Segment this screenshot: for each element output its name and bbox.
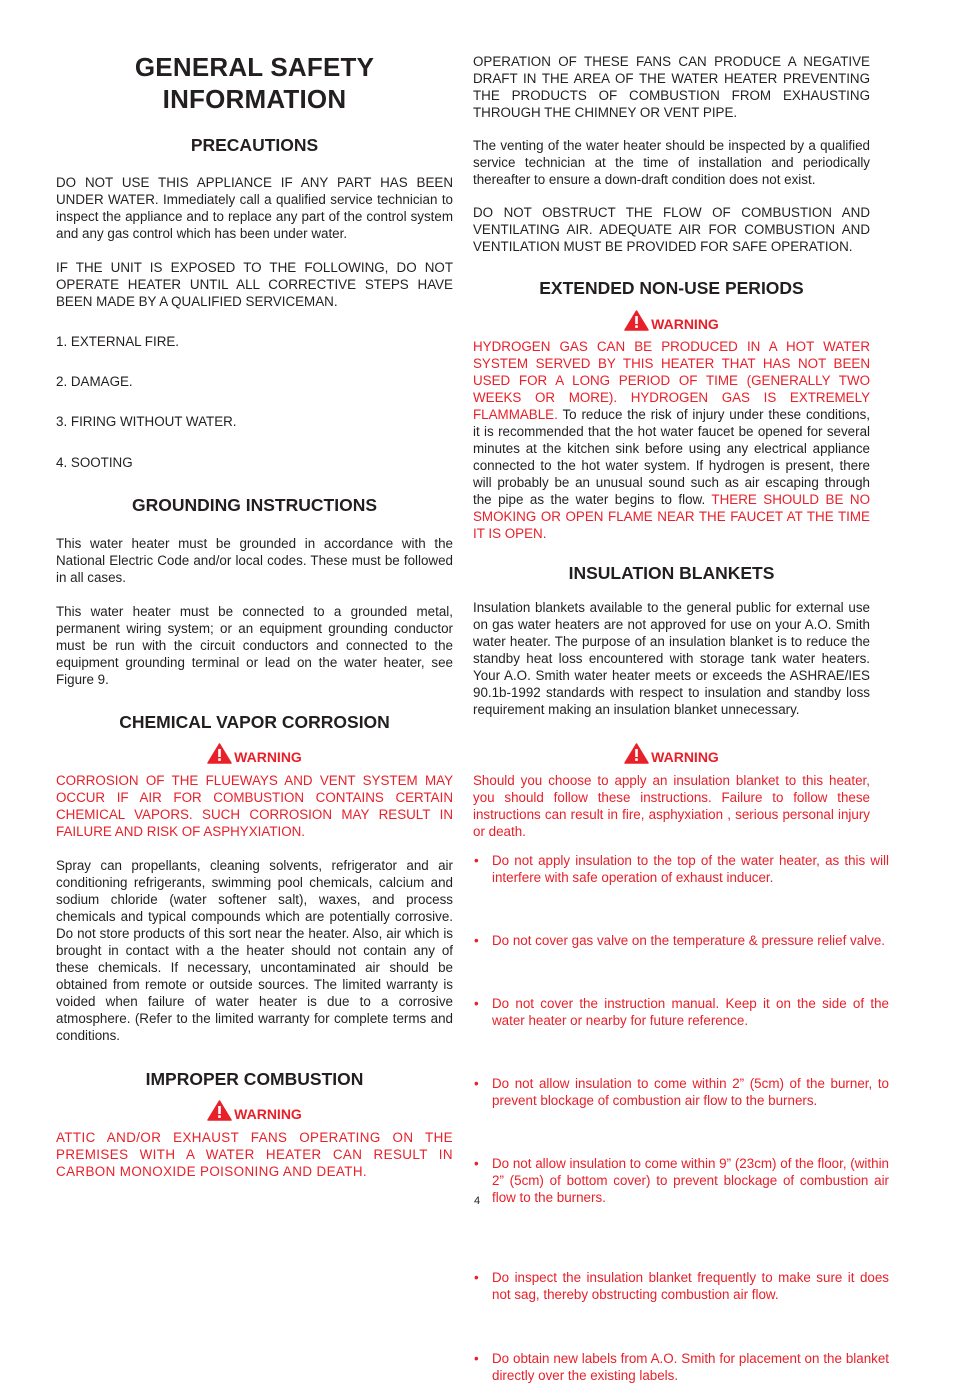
list-item: • Do not apply insulation to the top of the water heater, as this will interfere with safe operation of exhaust inducer. [474,853,889,885]
grounding-paragraph-1: This water heater must be grounded in accordance with the National Electric Code and/or local codes. These must be followed in all cases. [56,536,453,585]
insulation-paragraph: Insulation blankets available to the general public for external use on gas water heaters are not approved for use on your A.O. Smith water heater. The purpose of an insulation blanket is to reduce the standby heat loss encountered with storage tank water heaters. Your A.O. Smith water heater meets or exceeds the ASHRAE/IES 90.1b-1992 standards with respect to insulation and standby loss requirement making an insulation blanket unnecessary. [473,600,870,717]
venting-paragraph: The venting of the water heater should be inspected by a qualified service technician at the time of installation and periodically thereafter to ensure a down-draft condition does not exist. [473,138,870,187]
non-use-heading: EXTENDED NON-USE PERIODS [539,278,804,298]
list-item: • Do inspect the insulation blanket frequently to make sure it does not sag, thereby obstructing combustion air flow. [474,1270,889,1302]
precautions-heading: PRECAUTIONS [190,135,319,155]
improper-continued-paragraph: OPERATION OF THESE FANS CAN PRODUCE A NEGATIVE DRAFT IN THE AREA OF THE WATER HEATER PREVENTING THE PRODUCTS OF COMBUSTION FROM EXHAUSTING THROUGH THE CHIMNEY OR VENT PIPE. [473,54,870,120]
warning-triangle-icon [207,743,232,764]
chemical-warning-text: CORROSION OF THE FLUEWAYS AND VENT SYSTEM MAY OCCUR IF AIR FOR COMBUSTION CONTAINS CERTAIN CHEMICAL VAPORS. SUCH CORROSION MAY RESULT IN FAILURE AND RISK OF ASPHYXIATION. [56,773,453,839]
warning-triangle-icon [624,743,649,764]
list-item: • Do not allow insulation to come within 2” (5cm) of the burner, to prevent blockage of combustion air flow to the burners. [474,1076,889,1108]
non-use-warning-label: WARNING [473,310,870,333]
list-item: • Do not cover gas valve on the temperature & pressure relief valve. [474,933,885,948]
precautions-paragraph-1: DO NOT USE THIS APPLIANCE IF ANY PART HAS BEEN UNDER WATER. Immediately call a qualified service technician to inspect the appliance and to replace any part of the control system and any gas control which has been under water. [56,175,453,241]
chemical-paragraph: Spray can propellants, cleaning solvents, refrigerator and air conditioning refrigerants, swimming pool chemicals, calcium and sodium chloride (water softener salt), waxes, and process chemicals and typical compounds which are potentially corrosive. Do not store products of this sort near the heater. Also, air which is brought in contact with a the heater should not contain any of these chemicals. If necessary, uncontaminated air should be obtained from remote or outside sources. The limited warranty is voided when failure of water heater is due to a corrosive atmosphere. (Refer to the limited warranty for complete terms and conditions. [56,858,453,1043]
list-item: 3. FIRING WITHOUT WATER. [56,414,237,429]
page-title: GENERAL SAFETY INFORMATION [134,52,375,114]
chemical-heading: CHEMICAL VAPOR CORROSION [119,712,390,732]
non-use-paragraph: HYDROGEN GAS CAN BE PRODUCED IN A HOT WATER SYSTEM SERVED BY THIS HEATER THAT HAS NOT BEEN USED FOR A LONG PERIOD OF TIME (GENERALLY TWO WEEKS OR MORE). HYDROGEN GAS IS EXTREMELY FLAMMABLE. To reduce the risk of injury under these conditions, it is recommended that the hot water faucet be opened for several minutes at the kitchen sink before using any electrical appliance connected to the hot water system. If hydrogen is present, there will probably be an unusual sound such as air escaping through the pipe as the water begins to flow. THERE SHOULD BE NO SMOKING OR OPEN FLAME NEAR THE FAUCET AT THE TIME IT IS OPEN. [473,339,871,541]
page-number: 4 [473,1195,481,1207]
grounding-paragraph-2: This water heater must be connected to a grounded metal, permanent wiring system; or an equipment grounding conductor must be run with the circuit conductors and connected to the equipment grounding terminal or lead on the water heater, see Figure 9. [56,604,453,687]
improper-combustion-heading: IMPROPER COMBUSTION [145,1069,364,1089]
list-item: • Do not cover the instruction manual. Keep it on the side of the water heater or nearby for future reference. [474,996,889,1028]
improper-warning-label: WARNING [56,1100,453,1123]
insulation-warning-label: WARNING [473,743,870,766]
grounding-heading: GROUNDING INSTRUCTIONS [132,495,377,515]
list-item: 4. SOOTING [56,455,133,470]
list-item: • Do not allow insulation to come within 9” (23cm) of the floor, (within 2” (5cm) of bottom cover) to prevent blockage of combustion air flow to the burners. [474,1156,889,1205]
warning-triangle-icon [207,1100,232,1121]
chemical-warning-label: WARNING [56,743,453,766]
list-item: • Do obtain new labels from A.O. Smith for placement on the blanket directly over the existing labels. [474,1351,889,1383]
improper-warning-text: ATTIC AND/OR EXHAUST FANS OPERATING ON THE PREMISES WITH A WATER HEATER CAN RESULT IN CARBON MONOXIDE POISONING AND DEATH. [56,1130,453,1179]
warning-triangle-icon [624,310,649,331]
insulation-heading: INSULATION BLANKETS [568,563,775,583]
obstruct-paragraph: DO NOT OBSTRUCT THE FLOW OF COMBUSTION AND VENTILATING AIR. ADEQUATE AIR FOR COMBUSTION AND VENTILATION MUST BE PROVIDED FOR SAFE OPERATION. [473,205,870,254]
insulation-warning-text: Should you choose to apply an insulation blanket to this heater, you should follow these instructions. Failure to follow these instructions can result in fire, asphyxiation , serious personal injury or death. [473,773,870,839]
list-item: 2. DAMAGE. [56,374,133,389]
list-item: 1. EXTERNAL FIRE. [56,334,180,349]
precautions-paragraph-2: IF THE UNIT IS EXPOSED TO THE FOLLOWING, DO NOT OPERATE HEATER UNTIL ALL CORRECTIVE STEPS HAVE BEEN MADE BY A QUALIFIED SERVICEMAN. [56,260,453,309]
